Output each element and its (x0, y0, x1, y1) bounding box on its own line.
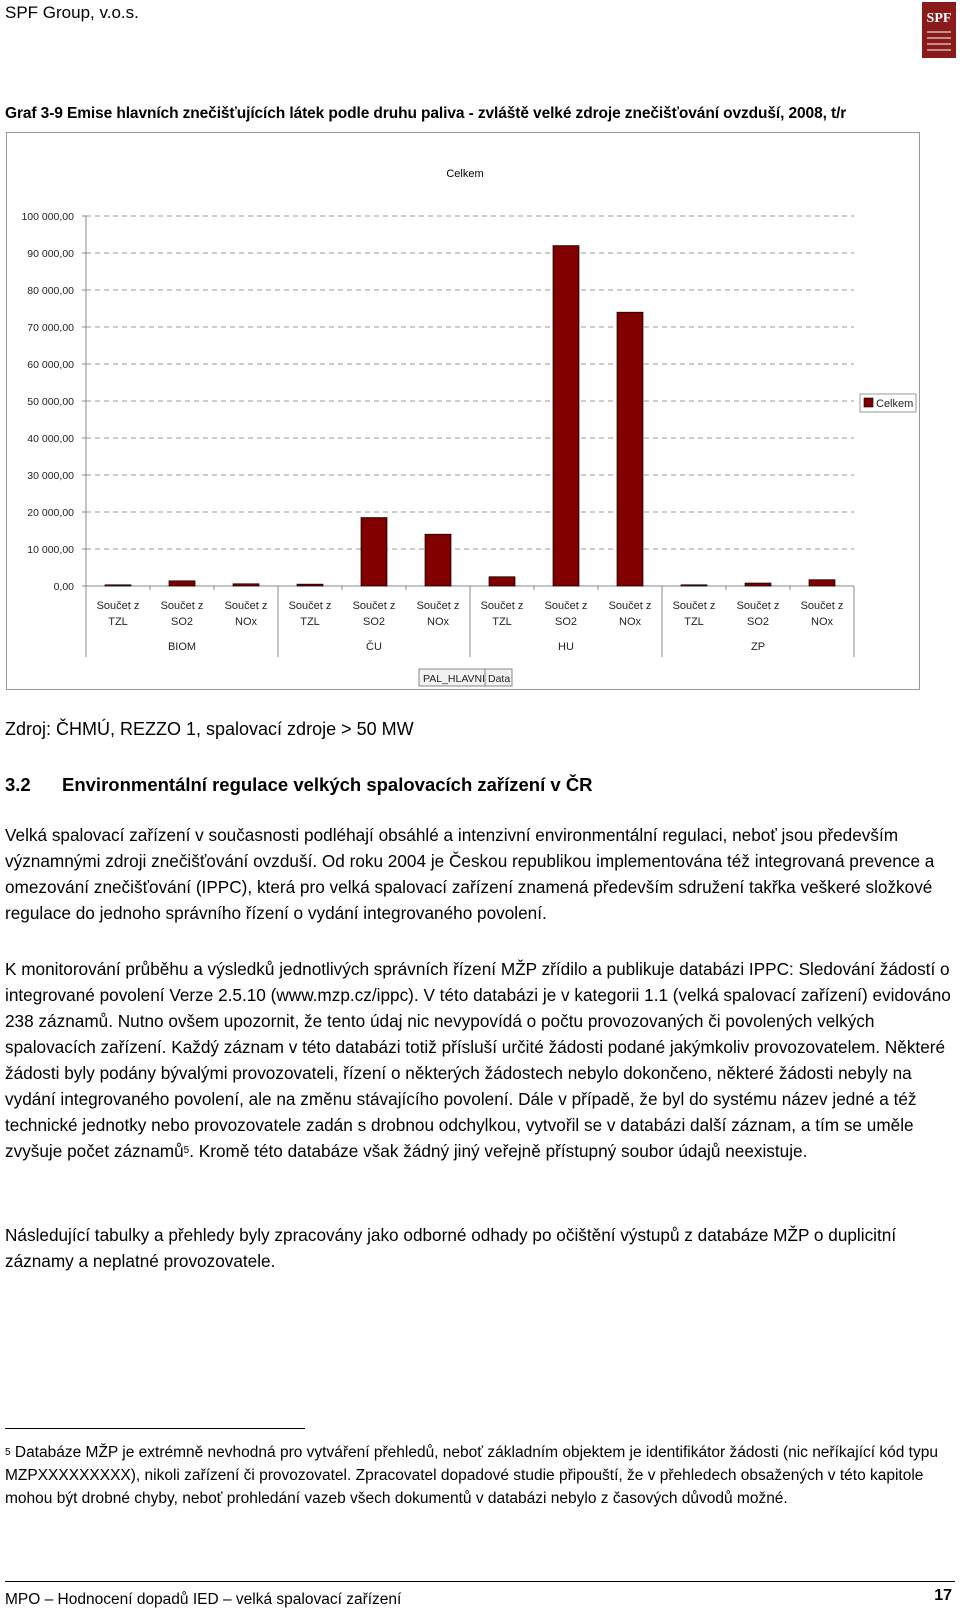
paragraph-2-body: K monitorování průběhu a výsledků jednotlivých správních řízení MŽP zřídilo a publikuje databázi IPPC: Sledování žádostí o integrované povolení Verze 2.5.10 (www.mzp.cz/ippc). V této databázi je v kategorii 1.1 (velká spalovací zařízení) evidováno 238 záznamů. Nutno ovšem upozornit, že tento údaj nic nevypovídá o počtu provozovaných či povolených velkých spalovacích zařízení. Každý záznam v této databázi totiž přísluší určité žádosti podané jakýmkoliv provozovatelem. Některé žádosti byly podány bývalými provozovateli, řízení o některých žádostech nebylo dokončeno, některé žádosti nebyly na vydání integrovaného povolení, ale na změnu stávajícího povolení. Dále v případě, že byl do systému název jedné a též technické jednotky nebo provozovatele zadán s drobnou odchylkou, vytvořil se v databázi další záznam, a tím se uměle zvyšuje počet záznamů (5, 959, 951, 1161)
x-category-sublabel: SO2 (170, 616, 194, 628)
y-tick-label: 20 000,00 (27, 507, 74, 519)
bar (297, 584, 323, 586)
bar (169, 581, 195, 586)
x-category-label: Součet z (224, 600, 268, 612)
group-label: BIOM (167, 641, 197, 653)
paragraph-2 (5, 956, 955, 1164)
x-category-sublabel: NOx (811, 616, 833, 628)
pivot-data-label: Data (488, 673, 511, 685)
group-label: HU (558, 641, 574, 653)
x-category-label: Součet z (416, 600, 460, 612)
footnote-ref[interactable]: 5 (183, 1145, 190, 1156)
x-category-label: Součet z (96, 600, 140, 612)
section-number: 3.2 (5, 774, 31, 795)
figure-title: Graf 3-9 Emise hlavních znečišťujících látek podle druhu paliva - zvláště velké zdroje znečišťování ovzduší, 2008, t/r (5, 105, 847, 122)
legend-label: Celkem (876, 398, 914, 410)
x-category-sublabel: TZL (684, 616, 704, 628)
y-tick-label: 50 000,00 (27, 396, 74, 408)
section-title: Environmentální regulace velkých spalovacích zařízení v ČR (62, 774, 593, 795)
bar (425, 534, 451, 586)
y-tick-label: 30 000,00 (27, 470, 74, 482)
x-category-label: Součet z (544, 600, 588, 612)
footnote-number: 5 (5, 1447, 11, 1458)
x-category-sublabel: SO2 (362, 616, 386, 628)
chart-title: Celkem (446, 168, 484, 180)
x-category-label: Součet z (160, 600, 204, 612)
figure-source: Zdroj: ČHMÚ, REZZO 1, spalovací zdroje > 50 MW (5, 719, 414, 739)
y-tick-label: 90 000,00 (27, 248, 74, 260)
logo-text: SPF (926, 11, 952, 26)
footnote-text: Databáze MŽP je extrémně nevhodná pro vytváření přehledů, neboť základním objektem je identifikátor žádosti (nic neříkající kód typu MZPXXXXXXXXX), nikoli zařízení či provozovatel. Zpracovatel dopadové studie připouští, že v přehledech obsažených v této kapitole mohou být drobné chyby, neboť prohledání vazeb všech dokumentů v databázi nebylo z časových důvodů možné. (5, 1444, 938, 1507)
group-label: ČU (366, 641, 382, 653)
y-tick-label: 100 000,00 (21, 211, 74, 223)
legend-swatch (864, 398, 873, 407)
section-heading (5, 774, 593, 796)
footnote-divider (5, 1428, 305, 1429)
y-tick-label: 60 000,00 (27, 359, 74, 371)
paragraph-3: Následující tabulky a přehledy byly zpracovány jako odborné odhady po očištění výstupů z databáze MŽP o duplicitní záznamy a neplatné provozovatele. (5, 1225, 897, 1271)
footnote (5, 1441, 955, 1510)
bar (745, 583, 771, 586)
bar (617, 312, 643, 586)
pivot-field-label: PAL_HLAVNI (423, 673, 486, 685)
x-category-label: Součet z (800, 600, 844, 612)
footer-divider (5, 1581, 955, 1582)
x-category-sublabel: TZL (108, 616, 128, 628)
y-tick-label: 0,00 (53, 581, 74, 593)
y-tick-label: 80 000,00 (27, 285, 74, 297)
x-category-sublabel: NOx (619, 616, 641, 628)
bar (681, 585, 707, 586)
paragraph-2-tail: . Kromě této databáze však žádný jiný veřejně přístupný soubor údajů neexistuje. (189, 1141, 808, 1161)
x-category-sublabel: TZL (492, 616, 512, 628)
bar (105, 585, 131, 586)
x-category-label: Součet z (608, 600, 652, 612)
y-tick-label: 40 000,00 (27, 433, 74, 445)
bar (553, 246, 579, 586)
bar (361, 518, 387, 586)
bar (233, 584, 259, 586)
x-category-label: Součet z (736, 600, 780, 612)
x-category-sublabel: NOx (235, 616, 257, 628)
spf-logo (922, 2, 956, 58)
x-category-sublabel: SO2 (746, 616, 770, 628)
emissions-chart (5, 132, 955, 712)
x-category-sublabel: SO2 (554, 616, 578, 628)
bar (489, 577, 515, 586)
bar (809, 580, 835, 586)
x-category-sublabel: TZL (300, 616, 320, 628)
page-number: 17 (934, 1587, 952, 1604)
paragraph-1: Velká spalovací zařízení v současnosti podléhají obsáhlé a intenzivní environmentální regulaci, neboť jsou především významnými zdroji znečišťování ovzduší. Od roku 2004 je Českou republikou implementována též integrovaná prevence a omezování znečišťování (IPPC), která pro velká spalovací zařízení znamená především sdružení takřka veškeré složkové regulace do jednoho správního řízení o vydání integrovaného povolení. (5, 825, 935, 923)
x-category-label: Součet z (288, 600, 332, 612)
x-category-sublabel: NOx (427, 616, 449, 628)
x-category-label: Součet z (672, 600, 716, 612)
chart-svg (5, 132, 955, 712)
company-name: SPF Group, v.o.s. (5, 3, 139, 22)
x-category-label: Součet z (480, 600, 524, 612)
group-label: ZP (750, 641, 766, 653)
y-tick-label: 10 000,00 (27, 544, 74, 556)
footer-text: MPO – Hodnocení dopadů IED – velká spalovací zařízení (5, 1591, 402, 1608)
x-category-label: Součet z (352, 600, 396, 612)
y-tick-label: 70 000,00 (27, 322, 74, 334)
